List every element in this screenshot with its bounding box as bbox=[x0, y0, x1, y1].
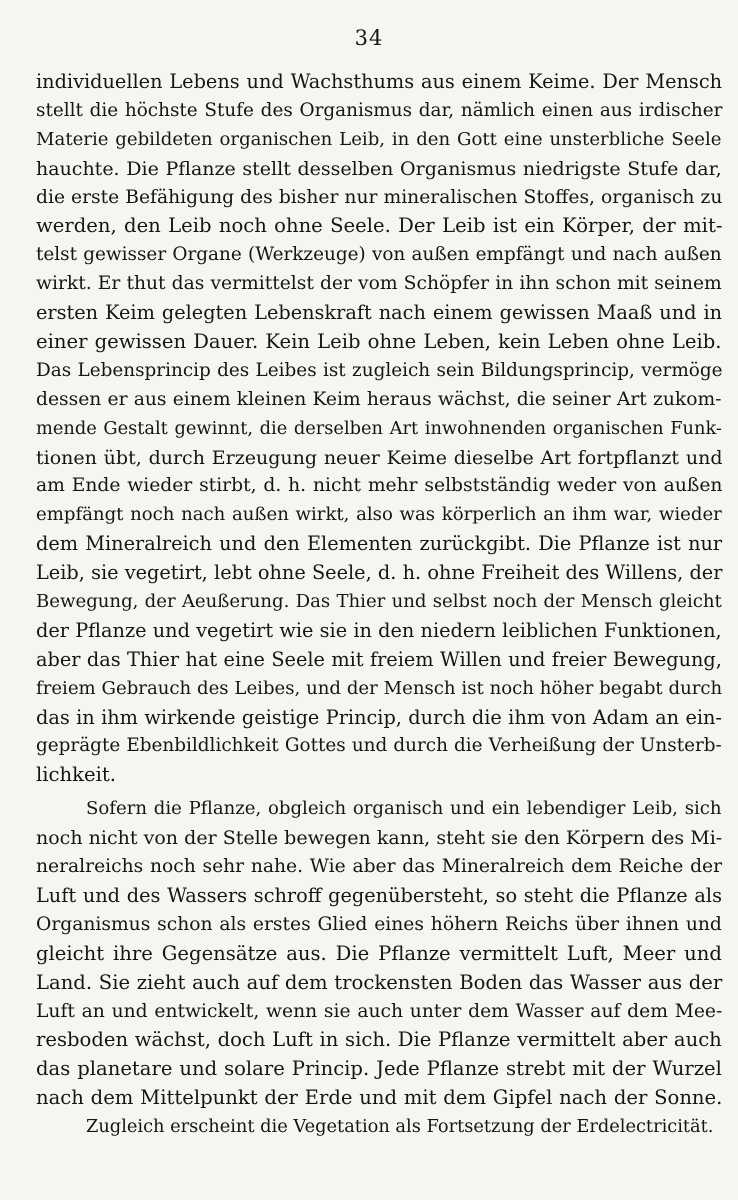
text-line: Luft und des Wassers schroff gegenübersteht, so steht die Pflanze als bbox=[36, 883, 722, 907]
text-line: dem Mineralreich und den Elementen zurückgibt. Die Pflanze ist nur bbox=[36, 532, 723, 556]
text-line: einer gewissen Dauer. Kein Leib ohne Leben, kein Leben ohne Leib. bbox=[36, 330, 722, 354]
page-number: 34 bbox=[354, 26, 384, 50]
text-line: wirkt. Er thut das vermittelst der vom Schöpfer in ihn schon mit seinem bbox=[36, 273, 722, 295]
text-line: aber das Thier hat eine Seele mit freiem Willen und freier Bewegung, bbox=[36, 647, 722, 671]
text-line: empfängt noch nach außen wirkt, also was körperlich an ihm war, wieder bbox=[36, 504, 722, 526]
text-line: werden, den Leib noch ohne Seele. Der Leib ist ein Körper, der mit- bbox=[36, 214, 723, 238]
text-line: Land. Sie zieht auch auf dem trockensten Boden das Wasser aus der bbox=[36, 970, 723, 994]
text-line: telst gewisser Organe (Werkzeuge) von außen empfängt und nach außen bbox=[36, 244, 722, 266]
text-line: das in ihm wirkende geistige Princip, durch die ihm von Adam an ein- bbox=[36, 705, 722, 729]
text-line: dessen er aus einem kleinen Keim heraus wächst, die seiner Art zukom- bbox=[36, 388, 722, 410]
text-line: Luft an und entwickelt, wenn sie auch unter dem Wasser auf dem Mee- bbox=[36, 1000, 723, 1022]
text-line: nach dem Mittelpunkt der Erde und mit dem Gipfel nach der Sonne. bbox=[36, 1086, 723, 1110]
text-line: noch nicht von der Stelle bewegen kann, steht sie den Körpern des Mi- bbox=[36, 827, 723, 850]
text-line: stellt die höchste Stufe des Organismus dar, nämlich einen aus irdischer bbox=[36, 99, 723, 121]
text-line: tionen übt, durch Erzeugung neuer Keime dieselbe Art fortpflanzt und bbox=[36, 446, 723, 469]
text-line: Materie gebildeten organischen Leib, in den Gott eine unsterbliche Seele bbox=[36, 128, 722, 150]
text-line: am Ende wieder stirbt, d. h. nicht mehr selbstständig weder von außen bbox=[36, 475, 723, 497]
text-line: Bewegung, der Aeußerung. Das Thier und selbst noch der Mensch gleicht bbox=[36, 591, 722, 613]
text-line: der Pflanze und vegetirt wie sie in den niedern leiblichen Funktionen, bbox=[36, 618, 722, 642]
text-line: hauchte. Die Pflanze stellt desselben Organismus niedrigste Stufe dar, bbox=[36, 157, 722, 180]
paragraph-first-line: Zugleich erscheint die Vegetation als Fortsetzung der Erdelectricität. bbox=[86, 1116, 714, 1138]
text-line: individuellen Lebens und Wachsthums aus einem Keime. Der Mensch bbox=[36, 70, 723, 93]
text-line: Leib, sie vegetirt, lebt ohne Seele, d. h. ohne Freiheit des Willens, der bbox=[36, 561, 723, 585]
text-line: geprägte Ebenbildlichkeit Gottes und durch die Verheißung der Unsterb- bbox=[36, 735, 722, 757]
text-line: resboden wächst, doch Luft in sich. Die Pflanze vermittelt aber auch bbox=[36, 1028, 722, 1052]
body-text bbox=[36, 68, 726, 1142]
text-line: Organismus schon als erstes Glied eines höhern Reichs über ihnen und bbox=[36, 913, 722, 935]
text-line: neralreichs noch sehr nahe. Wie aber das Mineralreich dem Reiche der bbox=[36, 856, 723, 878]
text-line: das planetare und solare Princip. Jede Pflanze strebt mit der Wurzel bbox=[36, 1057, 722, 1081]
text-line: freiem Gebrauch des Leibes, und der Mensch ist noch höher begabt durch bbox=[36, 677, 723, 699]
text-line: ersten Keim gelegten Lebenskraft nach einem gewissen Maaß und in bbox=[36, 301, 723, 325]
text-line: gleicht ihre Gegensätze aus. Die Pflanze vermittelt Luft, Meer und bbox=[36, 941, 722, 965]
text-line: lichkeit. bbox=[36, 763, 116, 787]
text-line: mende Gestalt gewinnt, die derselben Art inwohnenden organischen Funk- bbox=[36, 417, 722, 439]
text-line: die erste Befähigung des bisher nur mineralischen Stoffes, organisch zu bbox=[36, 186, 723, 208]
text-line: Das Lebensprincip des Leibes ist zugleich sein Bildungsprincip, vermöge bbox=[36, 359, 723, 381]
paragraph-first-line: Sofern die Pflanze, obgleich organisch und ein lebendiger Leib, sich bbox=[86, 798, 722, 820]
